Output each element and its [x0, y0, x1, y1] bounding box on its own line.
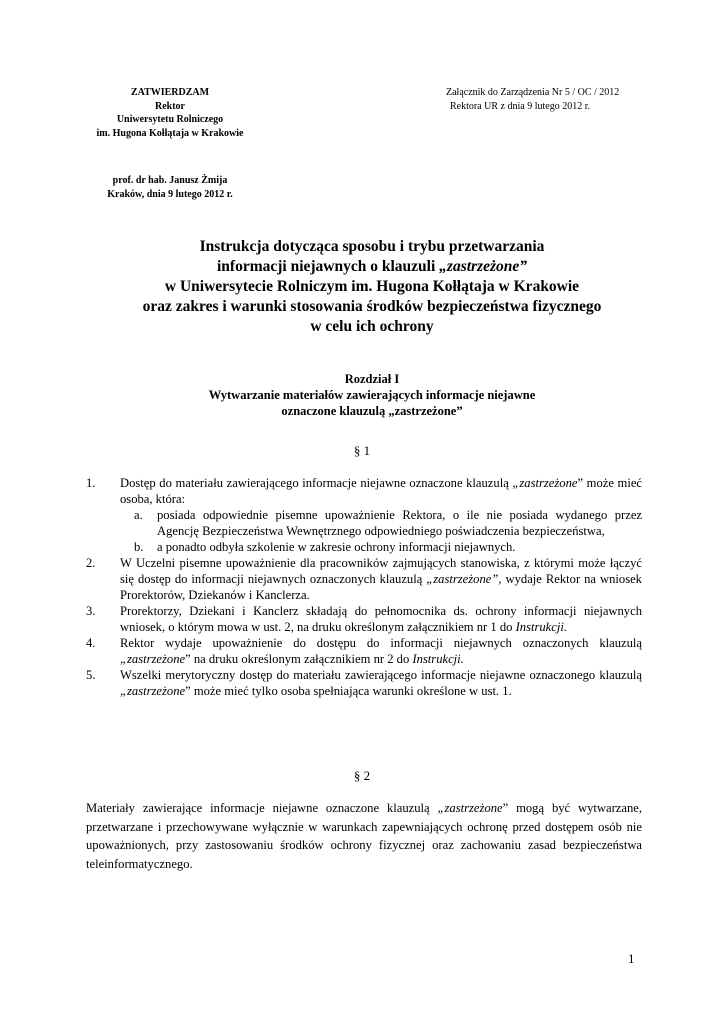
- section-mark-1: § 1: [353, 443, 371, 458]
- list-item-number: 3.: [86, 604, 96, 618]
- clause-italic: „zastrzeżone: [120, 652, 186, 666]
- sub-item-letter: a.: [134, 508, 143, 522]
- list-item-text: ” może mieć osoba, która:: [120, 476, 642, 506]
- clause-italic: „zastrzeżone: [512, 476, 578, 490]
- title-clause: „zastrzeżone”: [439, 258, 528, 275]
- sub-item: [134, 539, 642, 555]
- signer-date: Kraków, dnia 9 lutego 2012 r.: [107, 188, 233, 200]
- list-item: [86, 475, 642, 555]
- annex-line-2: Rektora UR z dnia 9 lutego 2012 r.: [450, 100, 590, 112]
- approval-block: [80, 86, 260, 140]
- list-item-text: Dostęp do materiału zawierającego informacje niejawne oznaczone klauzulą: [120, 476, 513, 490]
- instruction-italic: Instrukcji.: [412, 652, 464, 666]
- list-item-number: 5.: [86, 668, 96, 682]
- signer-name: prof. dr hab. Janusz Żmija: [112, 175, 228, 186]
- sub-item-text: posiada odpowiednie pisemne upoważnienie Rektora, o ile nie posiada wydanego przez Agencję Bezpieczeństwa Wewnętrznego odpowiedniego poświadczenia bezpieczeństwa,: [157, 508, 642, 538]
- clause-italic: „zastrzeżone”,: [426, 572, 502, 586]
- approval-university-name: im. Hugona Kołłątaja w Krakowie: [96, 127, 244, 139]
- list-item-text: wydaje Rektor na wniosek Prorektorów, Dziekanów i Kanclerza.: [120, 572, 642, 602]
- chapter-number: Rozdział I: [344, 372, 400, 386]
- title-line-3: w Uniwersytecie Rolniczym im. Hugona Kołłątaja w Krakowie: [164, 278, 580, 295]
- list-item: [86, 603, 642, 635]
- title-line-5: w celu ich ochrony: [310, 318, 434, 335]
- list-item: [86, 555, 642, 603]
- list-item-text: ” na druku określonym załącznikiem nr 2 do: [185, 652, 413, 666]
- list-item-number: 2.: [86, 556, 96, 570]
- chapter-subtitle-2: oznaczone klauzulą „zastrzeżone”: [281, 404, 463, 418]
- list-item-text: Wszelki merytoryczny dostęp do materiału zawierającego informacje niejawne oznaczonego klauzulą: [120, 668, 642, 682]
- chapter-header: [70, 371, 674, 419]
- list-item-number: 4.: [86, 636, 96, 650]
- list-item-text: Rektor wydaje upoważnienie do dostępu do informacji niejawnych oznaczonych klauzulą: [120, 636, 642, 650]
- instruction-italic: Instrukcji.: [515, 620, 567, 634]
- approval-heading: ZATWIERDZAM: [130, 87, 210, 98]
- list-item-number: 1.: [86, 476, 96, 490]
- page-number: 1: [628, 951, 635, 966]
- approval-university: Uniwersytetu Rolniczego: [116, 114, 224, 125]
- clause-italic: „zastrzeżone: [437, 801, 503, 815]
- approval-rector: Rektor: [155, 100, 185, 112]
- sub-item: [134, 507, 642, 539]
- chapter-subtitle-1: Wytwarzanie materiałów zawierających informacje niejawne: [208, 388, 536, 402]
- sub-item-letter: b.: [134, 540, 144, 554]
- annex-note: [446, 86, 666, 113]
- title-line-1: Instrukcja dotycząca sposobu i trybu przetwarzania: [199, 238, 545, 255]
- annex-line-1: Załącznik do Zarządzenia Nr 5 / OC / 2012: [446, 87, 620, 98]
- clause-italic: „zastrzeżone: [120, 684, 186, 698]
- section-1-list: [86, 475, 642, 699]
- list-item: [86, 635, 642, 667]
- section-mark-2: § 2: [353, 768, 371, 783]
- title-line-2-text: informacji niejawnych o klauzuli: [216, 258, 440, 275]
- list-item: [86, 667, 642, 699]
- signer-block: [80, 174, 260, 201]
- title-line-4: oraz zakres i warunki stosowania środków bezpieczeństwa fizycznego: [142, 298, 602, 315]
- list-item-text: W Uczelni pisemne upoważnienie dla pracowników zajmujących stanowiska, z którymi może łączyć się dostęp do informacji niejawnych oznaczonych klauzulą: [120, 556, 642, 586]
- paragraph-text: Materiały zawierające informacje niejawne oznaczone klauzulą: [86, 801, 438, 815]
- document-title: [70, 237, 674, 337]
- paragraph-text: ” mogą być wytwarzane, przetwarzane i przechowywane wyłącznie w warunkach zapewniających ochronę przed dostępem osób nie upoważnionych, przy zastosowaniu środków ochrony fizycznej oraz zachowaniu zasad bezpieczeństwa teleinformatycznego.: [86, 801, 642, 871]
- title-line-2: [70, 257, 674, 277]
- list-item-text: ” może mieć tylko osoba spełniająca warunki określone w ust. 1.: [185, 684, 512, 698]
- sub-item-text: a ponadto odbyła szkolenie w zakresie ochrony informacji niejawnych.: [157, 540, 516, 554]
- list-item-text: Prorektorzy, Dziekani i Kanclerz składają do pełnomocnika ds. ochrony informacji niejawnych wniosek, o którym mowa w ust. 2, na druku określonym załącznikiem nr 1 do: [120, 604, 642, 634]
- section-2-paragraph: [86, 799, 642, 873]
